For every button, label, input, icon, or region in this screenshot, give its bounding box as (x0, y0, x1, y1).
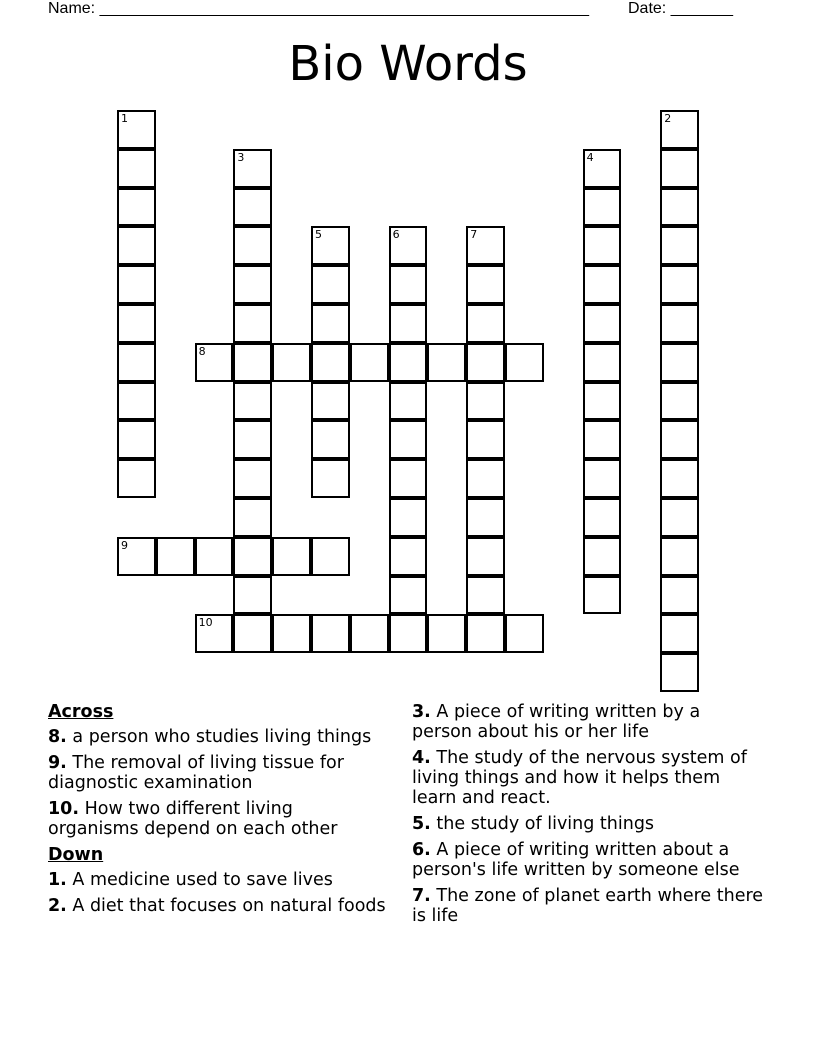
clue-text: How two different living organisms depend on each other (48, 799, 338, 839)
grid-cell[interactable] (233, 459, 272, 498)
grid-cell[interactable] (583, 498, 622, 537)
grid-cell[interactable] (117, 382, 156, 421)
clue-number: 5. (412, 814, 431, 834)
grid-cell[interactable] (389, 576, 428, 615)
grid-cell[interactable] (195, 343, 234, 382)
grid-cell[interactable] (117, 110, 156, 149)
grid-cell[interactable] (466, 459, 505, 498)
grid-cell[interactable] (466, 226, 505, 265)
clue-down-1 (48, 870, 388, 890)
grid-cell[interactable] (350, 614, 389, 653)
clue-number: 10. (48, 799, 80, 819)
grid-cell[interactable] (233, 498, 272, 537)
clue-number: 4. (412, 748, 431, 768)
grid-cell[interactable] (466, 614, 505, 653)
grid-cell[interactable] (389, 343, 428, 382)
grid-cell[interactable] (660, 459, 699, 498)
grid-cell[interactable] (583, 382, 622, 421)
grid-cell[interactable] (466, 537, 505, 576)
grid-cell[interactable] (660, 343, 699, 382)
grid-cell[interactable] (660, 149, 699, 188)
grid-cell[interactable] (117, 265, 156, 304)
name-field-label: Name: _______________________________________________________ (48, 0, 589, 17)
grid-cell[interactable] (389, 420, 428, 459)
clue-number-label: 5 (315, 228, 322, 242)
grid-cell[interactable] (583, 420, 622, 459)
grid-cell[interactable] (505, 343, 544, 382)
clue-across-8 (48, 727, 388, 747)
grid-cell[interactable] (117, 420, 156, 459)
grid-cell[interactable] (117, 149, 156, 188)
clue-number: 6. (412, 840, 431, 860)
grid-cell[interactable] (389, 265, 428, 304)
grid-cell[interactable] (583, 265, 622, 304)
grid-cell[interactable] (272, 537, 311, 576)
grid-cell[interactable] (660, 653, 699, 692)
grid-cell[interactable] (233, 343, 272, 382)
clue-down-7 (412, 886, 764, 926)
puzzle-title: Bio Words (288, 36, 528, 92)
grid-cell[interactable] (233, 420, 272, 459)
clue-across-10 (48, 799, 388, 839)
clue-number-label: 8 (198, 344, 206, 358)
grid-cell[interactable] (466, 343, 505, 382)
clue-text: A diet that focuses on natural foods (72, 896, 386, 916)
grid-cell[interactable] (505, 614, 544, 653)
grid-cell[interactable] (389, 537, 428, 576)
clue-number: 2. (48, 896, 67, 916)
grid-cell[interactable] (389, 459, 428, 498)
clue-number-label: 4 (586, 150, 594, 164)
grid-cell[interactable] (466, 420, 505, 459)
grid-cell[interactable] (311, 420, 350, 459)
grid-cell[interactable] (233, 576, 272, 615)
grid-cell[interactable] (660, 420, 699, 459)
clue-text: A medicine used to save lives (72, 870, 333, 890)
date-field-label: Date: _______ (628, 0, 733, 17)
grid-cell[interactable] (389, 382, 428, 421)
clue-text: a person who studies living things (72, 727, 372, 747)
clue-text: A piece of writing written about a person's life written by someone else (412, 840, 740, 880)
grid-cell[interactable] (583, 576, 622, 615)
grid-cell[interactable] (117, 459, 156, 498)
grid-cell[interactable] (389, 226, 428, 265)
grid-cell[interactable] (660, 265, 699, 304)
clue-down-5 (412, 814, 764, 834)
clues-right-column (412, 702, 764, 932)
clue-down-6 (412, 840, 764, 880)
clue-number-label: 2 (664, 112, 672, 125)
grid-cell[interactable] (389, 498, 428, 537)
grid-cell[interactable] (117, 537, 156, 576)
down-heading: Down (48, 845, 104, 865)
grid-cell[interactable] (427, 614, 466, 653)
grid-cell[interactable] (466, 265, 505, 304)
clue-number: 8. (48, 727, 67, 747)
grid-cell[interactable] (156, 537, 195, 576)
grid-cell[interactable] (583, 149, 622, 188)
grid-cell[interactable] (389, 304, 428, 343)
clue-number-label: 1 (121, 112, 128, 125)
grid-cell[interactable] (117, 226, 156, 265)
grid-cell[interactable] (583, 459, 622, 498)
grid-cell[interactable] (311, 382, 350, 421)
grid-cell[interactable] (233, 188, 272, 227)
grid-cell[interactable] (311, 537, 350, 576)
grid-cell[interactable] (311, 265, 350, 304)
grid-cell[interactable] (195, 537, 234, 576)
clue-across-9 (48, 753, 388, 793)
clue-text: A piece of writing written by a person about his or her life (412, 702, 701, 742)
grid-cell[interactable] (660, 382, 699, 421)
grid-cell[interactable] (660, 226, 699, 265)
clue-text: The study of the nervous system of living things and how it helps them learn and react. (412, 748, 747, 808)
grid-cell[interactable] (583, 537, 622, 576)
grid-cell[interactable] (660, 614, 699, 653)
grid-cell[interactable] (233, 149, 272, 188)
clue-number-label: 10 (198, 616, 213, 630)
clues-left-column (48, 702, 388, 922)
clue-number-label: 6 (392, 228, 400, 242)
clue-number-label: 7 (470, 228, 478, 242)
grid-cell[interactable] (195, 614, 234, 653)
across-heading: Across (48, 702, 114, 722)
grid-cell[interactable] (350, 343, 389, 382)
grid-cell[interactable] (466, 382, 505, 421)
grid-cell[interactable] (660, 498, 699, 537)
grid-cell[interactable] (117, 188, 156, 227)
clue-number: 7. (412, 886, 431, 906)
clue-number: 3. (412, 702, 431, 722)
clue-number: 9. (48, 753, 67, 773)
clue-number: 1. (48, 870, 67, 890)
grid-cell[interactable] (272, 614, 311, 653)
grid-cell[interactable] (233, 304, 272, 343)
grid-cell[interactable] (233, 382, 272, 421)
grid-cell[interactable] (660, 576, 699, 615)
grid-cell[interactable] (660, 110, 699, 149)
grid-cell[interactable] (272, 343, 311, 382)
grid-cell[interactable] (311, 459, 350, 498)
clue-down-4 (412, 748, 764, 808)
clue-text: The removal of living tissue for diagnostic examination (48, 753, 344, 793)
clue-number-label: 3 (237, 150, 245, 164)
grid-cell[interactable] (583, 226, 622, 265)
clue-number-label: 9 (121, 538, 128, 552)
grid-cell[interactable] (427, 343, 466, 382)
grid-cell[interactable] (466, 576, 505, 615)
grid-cell[interactable] (583, 188, 622, 227)
grid-cell[interactable] (233, 226, 272, 265)
grid-cell[interactable] (117, 343, 156, 382)
grid-cell[interactable] (660, 188, 699, 227)
clue-down-2 (48, 896, 388, 916)
grid-cell[interactable] (389, 614, 428, 653)
grid-cell[interactable] (311, 304, 350, 343)
grid-cell[interactable] (233, 537, 272, 576)
grid-cell[interactable] (660, 537, 699, 576)
grid-cell[interactable] (117, 304, 156, 343)
clue-down-3 (412, 702, 764, 742)
grid-cell[interactable] (583, 304, 622, 343)
grid-cell[interactable] (466, 304, 505, 343)
clue-text: The zone of planet earth where there is life (412, 886, 764, 926)
grid-cell[interactable] (466, 498, 505, 537)
grid-cell[interactable] (660, 304, 699, 343)
grid-cell[interactable] (233, 265, 272, 304)
clue-text: the study of living things (436, 814, 655, 834)
grid-cell[interactable] (233, 614, 272, 653)
grid-cell[interactable] (311, 343, 350, 382)
grid-cell[interactable] (311, 614, 350, 653)
grid-cell[interactable] (583, 343, 622, 382)
grid-cell[interactable] (311, 226, 350, 265)
